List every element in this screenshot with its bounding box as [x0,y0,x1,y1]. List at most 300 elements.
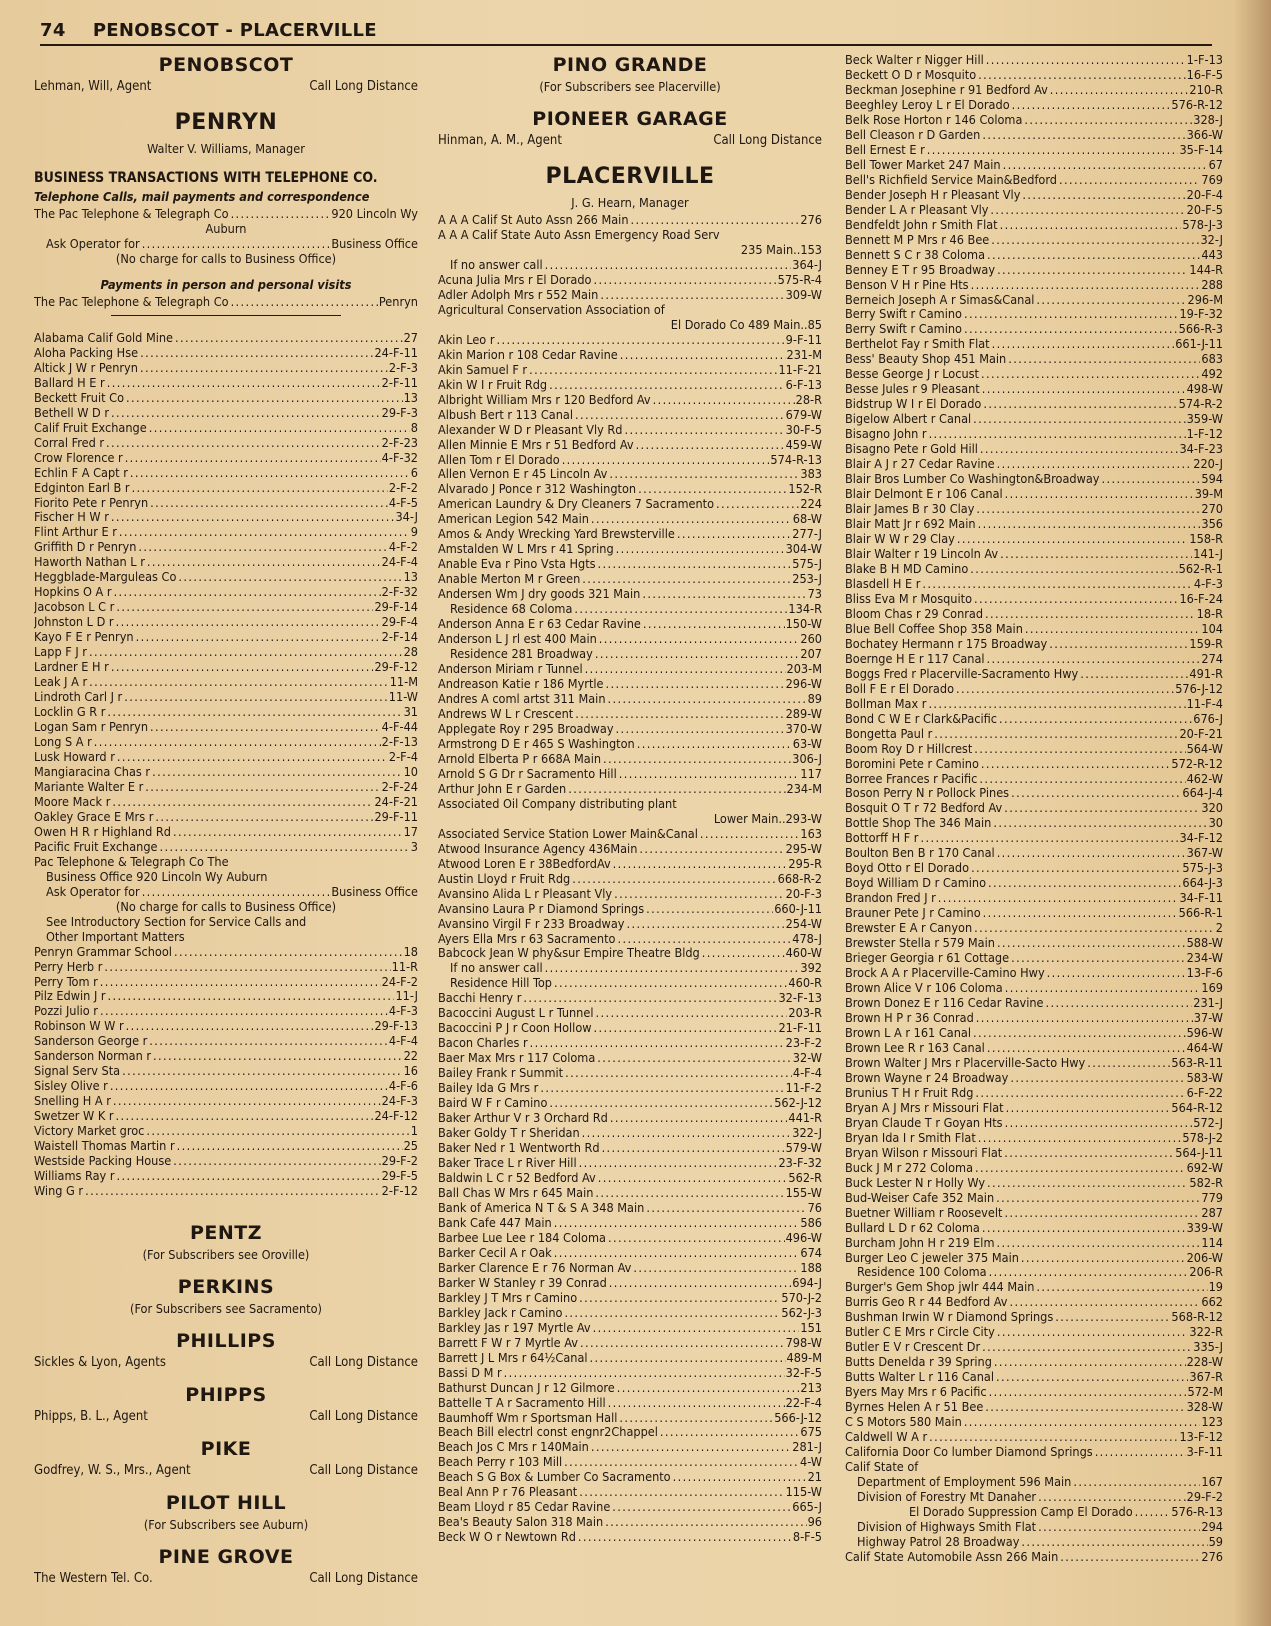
listing-row [845,651,1223,666]
listing-number: 17 [403,823,418,839]
listing-number: 288 [1201,276,1223,292]
listing-number: 144-R [1189,261,1223,277]
leader-dots [1073,1474,1200,1489]
listing-number: 779 [1201,1189,1223,1205]
leader-dots [987,1040,1186,1055]
continuation-line: El Dorado Co 489 Main..85 [670,316,822,332]
listing-name: If no answer call [450,960,543,976]
leader-dots [1004,1145,1174,1160]
listing-number: 67 [1208,156,1223,172]
listing-row [34,1093,418,1108]
agent-line [34,78,418,96]
listing-row [34,450,418,465]
listing-row [438,257,822,272]
listing-row [845,366,1223,381]
listing-row [438,631,822,646]
listing-number: 2-F-13 [381,734,418,749]
listing-number: 576-J-12 [1175,680,1223,696]
listing-name: Echlin F A Capt r [34,464,128,480]
leader-dots [593,1320,800,1335]
bold-heading: BUSINESS TRANSACTIONS WITH TELEPHONE CO. [34,170,378,186]
listing-name: Bochatey Hermann r 175 Broadway [845,635,1048,651]
listing-row [845,1100,1223,1115]
listing-name: Blair W W r 29 Clay [845,531,955,546]
listing-row [438,452,822,467]
leader-dots [999,711,1192,726]
listing-number: 210-R [1189,81,1223,97]
agent-line [34,1462,418,1480]
listing-row [438,1020,822,1035]
listing-row [438,736,822,751]
listing-row [34,809,418,824]
listing-name: Bell Ernest E r [845,141,925,157]
listing-number: 22 [403,1048,418,1064]
listing-name: Andreason Katie r 186 Myrtle [438,676,604,691]
listing-name: Berry Swift r Camino [845,321,962,337]
listing-number: 34-J [395,509,418,525]
leader-dots [982,381,1186,396]
leader-dots [922,576,1193,591]
listing-number: 6 [410,464,418,480]
listing-name: Bess' Beauty Shop 451 Main [845,351,1007,367]
listing-number: 32-F-5 [785,1364,822,1380]
listing-row [845,681,1223,696]
listing-name: Perry Tom r [34,973,98,989]
listing-row [34,1168,418,1183]
listing-number: 586 [800,1214,822,1230]
leader-dots [974,920,1215,935]
listing-row [845,292,1223,307]
leader-dots [540,1080,784,1095]
listing-number: 13-F-12 [1179,1429,1223,1445]
leader-dots [565,1065,792,1080]
listing-row [845,217,1223,232]
leader-dots [1038,1519,1200,1534]
listing-row [438,511,822,526]
listing-name: Andersen Wm J dry goods 321 Main [438,586,641,602]
agent-line [34,1570,418,1588]
listing-name: Brewster Stella r 579 Main [845,935,995,951]
leader-dots [600,287,784,302]
listing-name: Butler E V r Crescent Dr [845,1339,981,1355]
spacer [34,158,418,168]
leader-dots [608,1230,785,1245]
listing-row [34,206,418,221]
listing-number: 443 [1201,246,1223,262]
italic-heading: Payments in person and personal visits [100,276,352,292]
listing-name: Adler Adolph Mrs r 552 Main [438,286,599,302]
listing-row [845,1444,1223,1459]
listing-number: 367-W [1186,845,1223,861]
listing-name: Arnold S G Dr r Sacramento Hill [438,765,617,781]
listing-row [438,1320,822,1335]
listing-number: 20-F-4 [1186,186,1223,202]
listing-number: 498-W [1186,381,1223,397]
spacer [34,1426,418,1436]
text-line: Agricultural Conservation Association of [438,301,665,317]
listing-number: 151 [800,1319,822,1335]
listing-name: Avansino Virgil F r 233 Broadway [438,915,625,931]
listing-row [845,696,1223,711]
leader-dots [174,944,403,959]
listing-number: 296-W [785,676,822,691]
leader-dots [582,571,791,586]
listing-number: 123 [1201,1414,1223,1430]
leader-dots [625,422,785,437]
listing-number: 167 [1201,1474,1223,1489]
leader-dots [987,247,1200,262]
leader-dots [970,561,1177,576]
listing-row [438,766,822,781]
agent-name: Phipps, B. L., Agent [34,1409,148,1425]
listing-row [438,586,822,601]
listing-name: Applegate Roy r 295 Broadway [438,720,614,736]
listing-row [845,232,1223,247]
listing-number: 89 [807,691,822,706]
listing-number: 96 [807,1514,822,1530]
listing-name: Brandon Fred J r [845,890,936,906]
listing-name: Alabama Calif Gold Mine [34,329,174,345]
listing-row [845,187,1223,202]
listing-number: 9-F-11 [785,331,822,347]
continuation-line: Lower Main..293-W [713,810,822,826]
listing-number: 4-F-3 [1193,575,1223,591]
listing-number: 769 [1201,171,1223,187]
leader-dots [982,127,1185,142]
listing-row [34,944,418,959]
listing-number: 134-R [788,601,822,617]
listing-row [845,1175,1223,1190]
listing-name: Baker Ned r 1 Wentworth Rd [438,1140,600,1156]
listing-row [438,826,822,841]
listing-row [438,975,822,990]
listing-row [438,931,822,946]
listing-number: 322-R [1189,1324,1223,1340]
listing-name: Brauner Pete J r Camino [845,905,981,921]
listing-number: 13-F-6 [1186,965,1223,981]
listing-row [845,1549,1223,1564]
listing-name: Boll F E r El Dorado [845,680,955,696]
listing-number: 339-W [1186,1219,1223,1235]
leader-dots [929,426,1186,441]
listing-number: 575-J [792,556,822,572]
leader-dots [529,362,777,377]
listing-row [845,711,1223,726]
leader-dots [636,437,785,452]
listing-row [845,426,1223,441]
listing-row [845,1010,1223,1025]
listing-number: 20-F-21 [1179,725,1223,741]
listing-name: Bacon Charles r [438,1035,528,1051]
listing-row [845,1519,1223,1534]
leader-dots [639,841,784,856]
listing-number: 159-R [1189,635,1223,651]
listing-row [438,1335,822,1350]
listing-number: 31 [403,704,418,720]
leader-dots [124,689,388,704]
section-heading: PIKE [200,1438,252,1461]
listing-name: Beckett Fruit Co [34,389,125,405]
listing-name: Beck Walter r Nigger Hill [845,52,984,67]
listing-row [438,781,822,796]
listing-name: Long S A r [34,734,92,749]
listing-name: Brown Wayne r 24 Broadway [845,1069,1009,1085]
listing-number: 594 [1201,471,1223,487]
listing-row [438,841,822,856]
leader-dots [981,366,1200,381]
leader-dots [1022,187,1185,202]
leader-dots [620,347,786,362]
listing-name: Fiorito Pete r Penryn [34,494,149,510]
listing-name: Logan Sam r Penryn [34,719,149,734]
listing-name: Bassi D M r [438,1364,502,1380]
listing-number: 664-J-4 [1182,785,1223,801]
listing-name: Boyd William D r Camino [845,875,987,891]
listing-number: 11-J [395,988,418,1004]
listing-number: 32-W [792,1050,822,1066]
listing-row [438,1305,822,1320]
listing-number: 294 [1201,1518,1223,1534]
listing-number: 664-J-3 [1182,875,1223,891]
listing-row [845,995,1223,1010]
listing-row [438,1469,822,1484]
leader-dots [982,1339,1192,1354]
listing-name: Bryan A J Mrs r Missouri Flat [845,1099,1004,1115]
listing-row [845,1294,1223,1309]
listing-name: Beach Perry r 103 Mill [438,1454,563,1470]
leader-dots [94,734,381,749]
subheading: (For Subscribers see Placerville) [539,79,721,94]
leader-dots [554,975,787,990]
listing-name: Buck J M r 272 Coloma [845,1159,974,1175]
leader-dots [609,466,799,481]
leader-dots [964,306,1179,321]
leader-dots [104,959,390,974]
listing-name: Bosquit O T r 72 Bedford Av [845,800,1003,816]
leader-dots [976,501,1200,516]
leader-dots [1050,82,1189,97]
leader-dots [580,1335,785,1350]
listing-number: 13 [403,569,418,585]
leader-dots [702,945,785,960]
leader-dots [1049,636,1188,651]
listing-number: 24-F-12 [374,1108,418,1124]
listing-number: 668-R-2 [777,870,822,886]
listing-row [438,661,822,676]
listing-number: 29-F-2 [1186,1489,1223,1504]
leader-dots [575,706,784,721]
leader-dots [231,294,378,309]
listing-name: Sisley Olive r [34,1078,108,1094]
leader-dots [997,935,1186,950]
listing-row [438,901,822,916]
leader-dots [973,1025,1186,1040]
listing-row [845,1220,1223,1235]
listing-number: 460-W [785,945,822,961]
section-heading: PENTZ [189,1222,263,1245]
listing-number: 328-J [1193,111,1223,127]
leader-dots [616,541,785,556]
listing-row [34,390,418,405]
leader-dots [988,875,1181,890]
listing-name: Albush Bert r 113 Canal [438,406,573,422]
listing-number: 564-R-12 [1171,1099,1223,1115]
leader-dots [987,651,1201,666]
listing-name: Bacchi Henry r [438,990,522,1006]
listing-name: Barker Clarence E r 76 Norman Av [438,1259,632,1275]
listing-name: Blair Delmont E r 106 Canal [845,486,1003,502]
listing-row [845,1145,1223,1160]
leader-dots [100,974,381,989]
listing-number: 660-J-11 [774,900,822,916]
leader-dots [1012,97,1171,112]
listing-row [845,845,1223,860]
leader-dots [646,1200,806,1215]
listing-row [34,509,418,524]
page-header [40,18,1212,46]
listing-number: 3-F-11 [1186,1444,1223,1460]
listing-name: C S Motors 580 Main [845,1414,962,1430]
listing-name: Boernge H E r 117 Canal [845,650,985,666]
leader-dots [956,681,1174,696]
listing-row [438,1424,822,1439]
leader-dots [979,771,1185,786]
listing-row [845,830,1223,845]
listing-name: Highway Patrol 28 Broadway [857,1533,1020,1549]
listing-row [845,980,1223,995]
listing-number: 141-J [1193,545,1223,561]
agent-name: Lehman, Will, Agent [34,79,152,94]
listing-number: 1 [410,1123,418,1139]
listing-number: 295-R [788,855,822,871]
page-number: 74 [40,20,66,41]
leader-dots [119,524,410,539]
listing-row [845,306,1223,321]
listing-name: Division of Highways Smith Flat [857,1518,1037,1534]
page-title: PENOBSCOT - PLACERVILLE [92,20,377,41]
listing-name: Amos & Andy Wrecking Yard Brewsterville [438,526,675,542]
listing-name: Bender L A r Pleasant Vly [845,201,989,217]
listing-name: Edginton Earl B r [34,479,130,495]
listing-name: Beam Lloyd r 85 Cedar Ravine [438,1499,611,1515]
spacer [34,1264,418,1274]
leader-dots [146,1123,409,1138]
agent-note: Call Long Distance [309,1463,418,1479]
text-line: Calif State of [845,1459,919,1475]
listing-number: 115-W [785,1484,822,1500]
listing-name: Bailey Ida G Mrs r [438,1080,539,1096]
leader-dots [1008,351,1200,366]
listing-row [34,988,418,1003]
leader-dots [992,336,1175,351]
listing-name: Bacoccini P J r Coon Hollow [438,1020,592,1036]
leader-dots [1010,1070,1185,1085]
listing-row [34,294,418,309]
listing-row [845,1369,1223,1384]
listing-name: Benson V H r Pine Hts [845,276,969,292]
listing-name: Baker Arthur V r 3 Orchard Rd [438,1110,608,1126]
listing-number: 920 Lincoln Wy [331,206,418,221]
listing-name: Brown L A r 161 Canal [845,1024,971,1040]
leader-dots [1006,1100,1171,1115]
leader-dots [677,526,791,541]
listing-row [845,1025,1223,1040]
leader-dots [994,1354,1186,1369]
listing-row [845,1474,1223,1489]
leader-dots [140,345,373,360]
leader-dots [126,1018,374,1033]
leader-dots [594,272,777,287]
listing-number: 683 [1201,351,1223,367]
listing-row [438,990,822,1005]
listing-name: Residence 68 Coloma [450,601,573,617]
leader-dots [597,1050,792,1065]
leader-dots [990,202,1185,217]
spacer [438,150,822,160]
leader-dots [987,1175,1188,1190]
listing-number: 37-W [1193,1010,1223,1025]
listing-row [845,800,1223,815]
listing-row [438,1140,822,1155]
listing-name: Amstalden W L Mrs r 41 Spring [438,541,614,557]
listing-row [34,764,418,779]
leader-dots [100,1003,388,1018]
listing-name: Barker Cecil A r Oak [438,1244,552,1260]
listing-number: 692-W [1186,1159,1223,1175]
leader-dots [1000,546,1192,561]
leader-dots [1021,1534,1207,1549]
listing-name: Buck Lester N r Holly Wy [845,1174,986,1190]
listing-number: 29-F-5 [381,1168,418,1184]
listing-row [845,1279,1223,1294]
leader-dots [496,332,784,347]
listing-row [845,142,1223,157]
leader-dots [1060,1549,1200,1564]
leader-dots [596,1005,788,1020]
listing-row [845,1429,1223,1444]
listing-row [845,1070,1223,1085]
listing-number: 206-R [1189,1264,1223,1280]
listing-row [34,345,418,360]
listing-number: 28 [403,644,418,660]
leader-dots [1059,172,1200,187]
listing-name: Division of Forestry Mt Danaher [857,1489,1037,1504]
leader-dots [530,1035,785,1050]
listing-name: Barker W Stanley r 39 Conrad [438,1274,607,1290]
leader-dots [564,1305,780,1320]
listing-number: 207 [800,646,822,662]
leader-dots [1047,965,1186,980]
listing-row [34,749,418,764]
listing-row [34,1003,418,1018]
listing-number: 231-M [786,346,822,362]
listing-row [438,347,822,362]
leader-dots [149,420,410,435]
leader-dots [614,886,785,901]
listing-number: 572-M [1187,1384,1223,1400]
listing-number: 24-F-2 [381,973,418,989]
listing-name: Blair A J r 27 Cedar Ravine [845,456,995,472]
listing-row [845,202,1223,217]
listing-number: 459-W [785,436,822,452]
agent-line [438,132,822,150]
listing-name: Bennett S C r 38 Coloma [845,246,986,262]
listing-name: Brown Alice V r 106 Coloma [845,980,1003,996]
listing-row [845,1085,1223,1100]
leader-dots [653,392,795,407]
column-2 [438,52,822,1544]
leader-dots [1005,486,1194,501]
